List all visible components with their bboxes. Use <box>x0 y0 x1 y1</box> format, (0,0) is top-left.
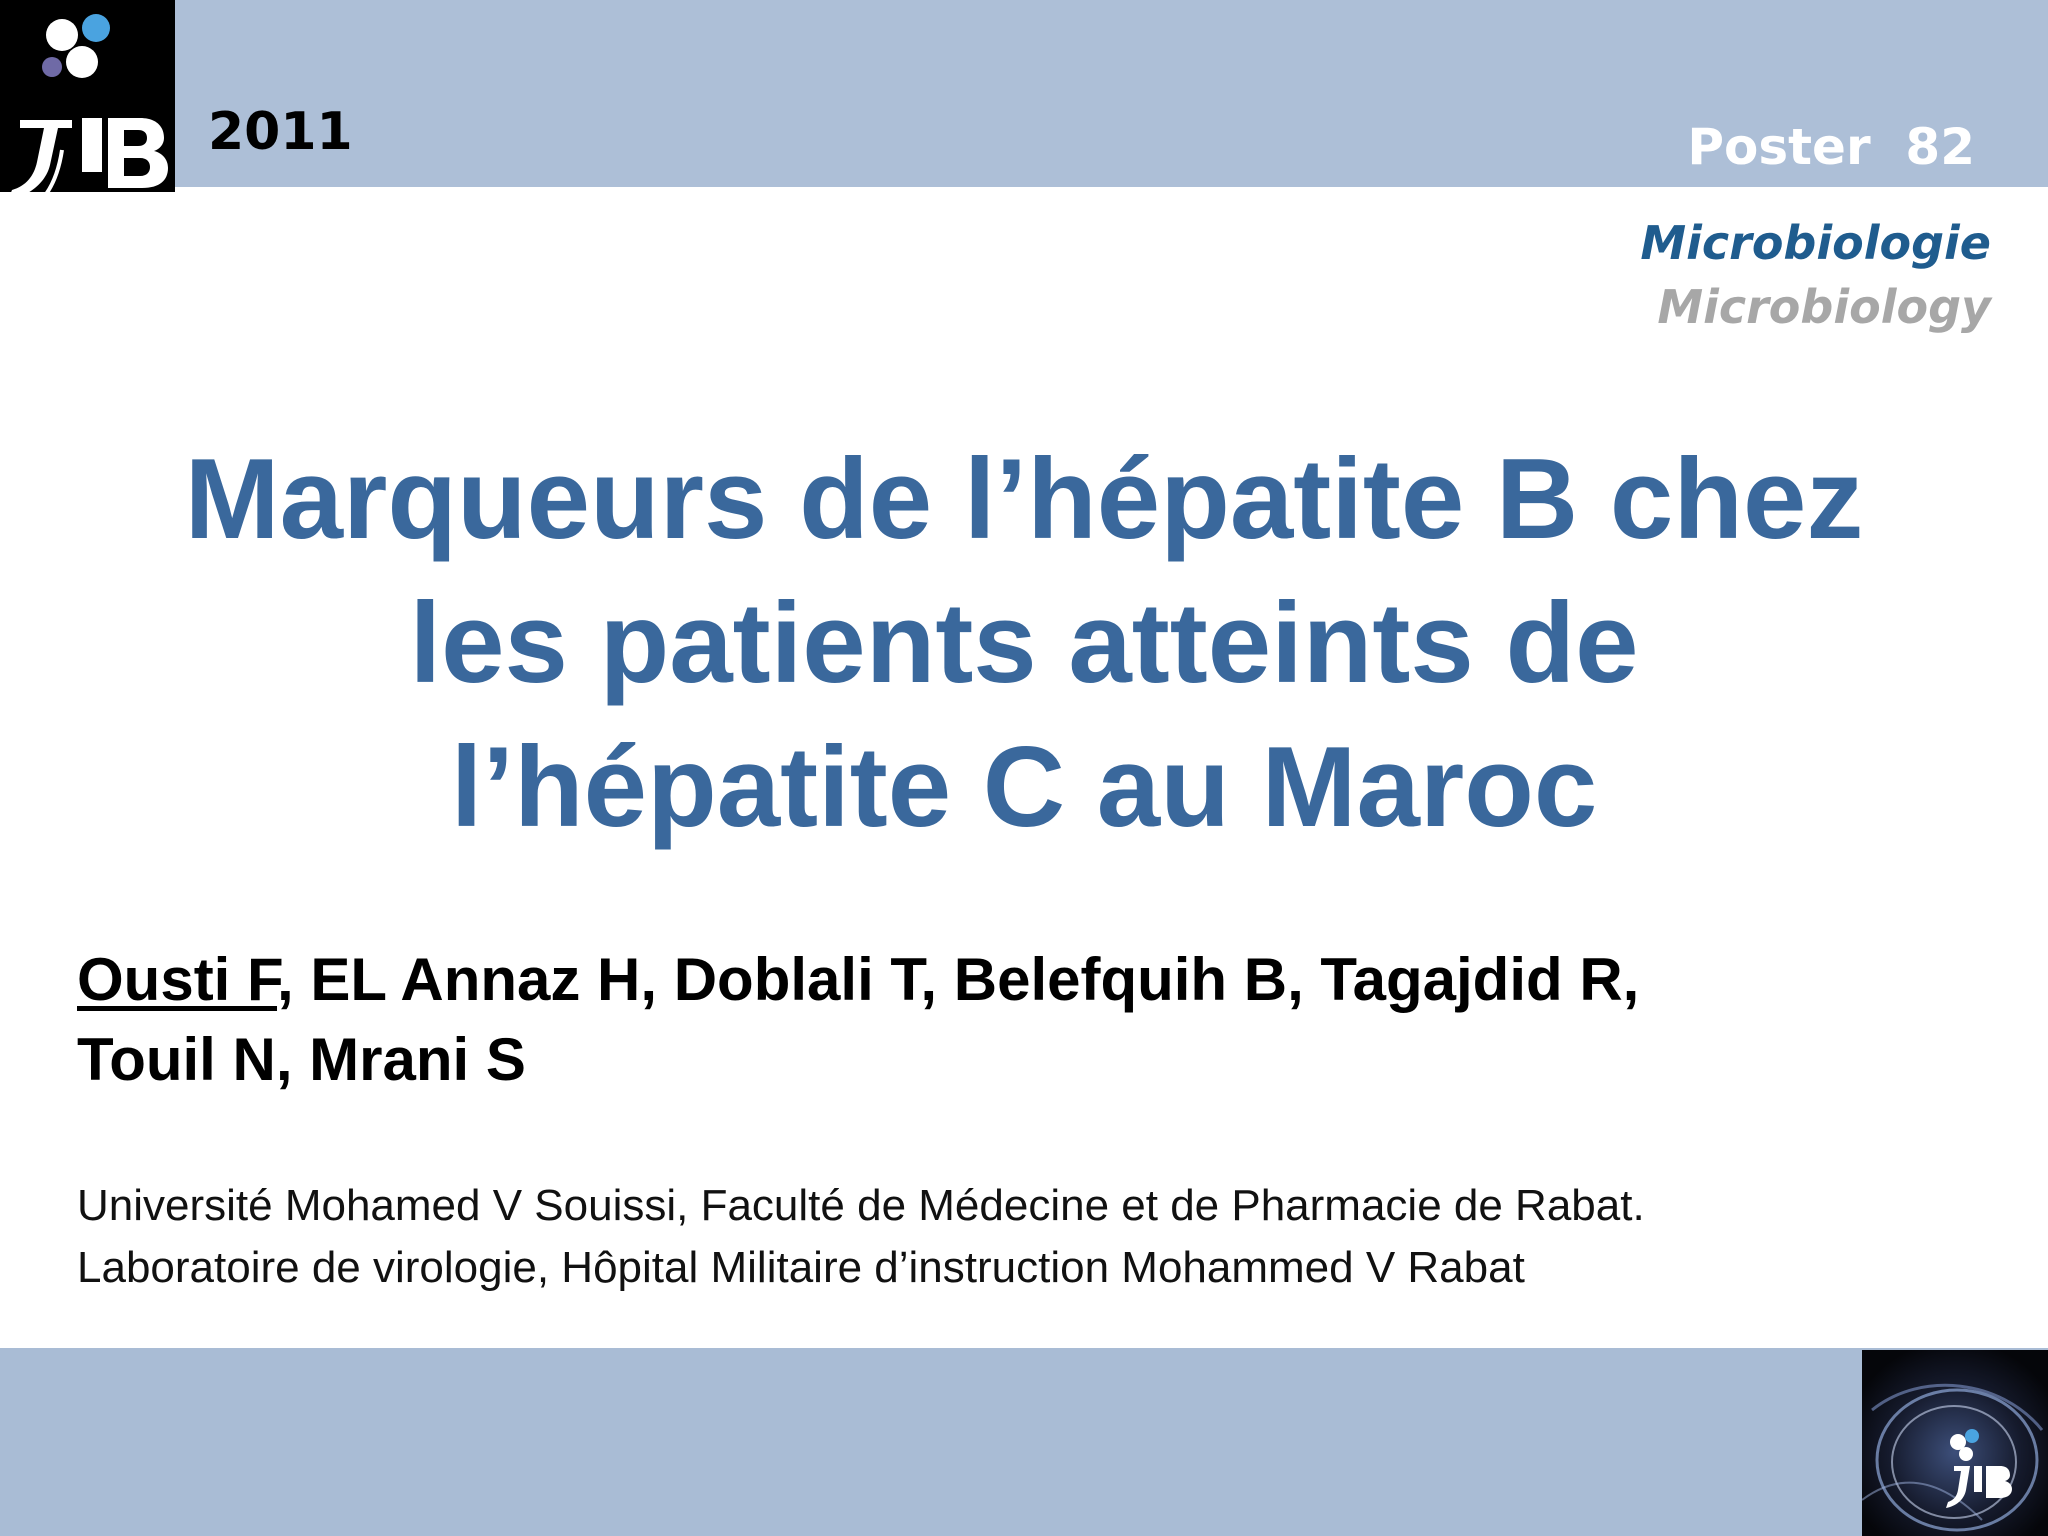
title-line: l’hépatite C au Maroc <box>450 724 1598 851</box>
jib-logo-icon <box>0 0 175 192</box>
lead-author: Ousti F <box>77 946 278 1013</box>
year-label: 2011 <box>208 102 353 162</box>
author-line: Touil N, Mrani S <box>77 1026 526 1093</box>
poster-title <box>60 428 1988 860</box>
title-line: Marqueurs de l’hépatite B chez <box>184 436 1864 563</box>
affiliation-line: Laboratoire de virologie, Hôpital Militaire d’instruction Mohammed V Rabat <box>77 1243 1525 1292</box>
category-french: Microbiologie <box>1640 216 1991 270</box>
co-authors: , EL Annaz H, Doblali T, Belefquih B, Tagajdid R, <box>277 946 1640 1013</box>
author-list <box>77 940 1977 1100</box>
affiliation-block <box>77 1175 1977 1299</box>
jib-corner-logo-icon <box>1862 1350 2048 1536</box>
affiliation-line: Université Mohamed V Souissi, Faculté de Médecine et de Pharmacie de Rabat. <box>77 1181 1645 1230</box>
author-line <box>77 940 1977 1020</box>
footer-band <box>0 1348 2048 1536</box>
category-english: Microbiology <box>1657 280 1991 334</box>
poster-number-label: Poster 82 <box>1687 118 1975 176</box>
title-line: les patients atteints de <box>409 580 1639 707</box>
